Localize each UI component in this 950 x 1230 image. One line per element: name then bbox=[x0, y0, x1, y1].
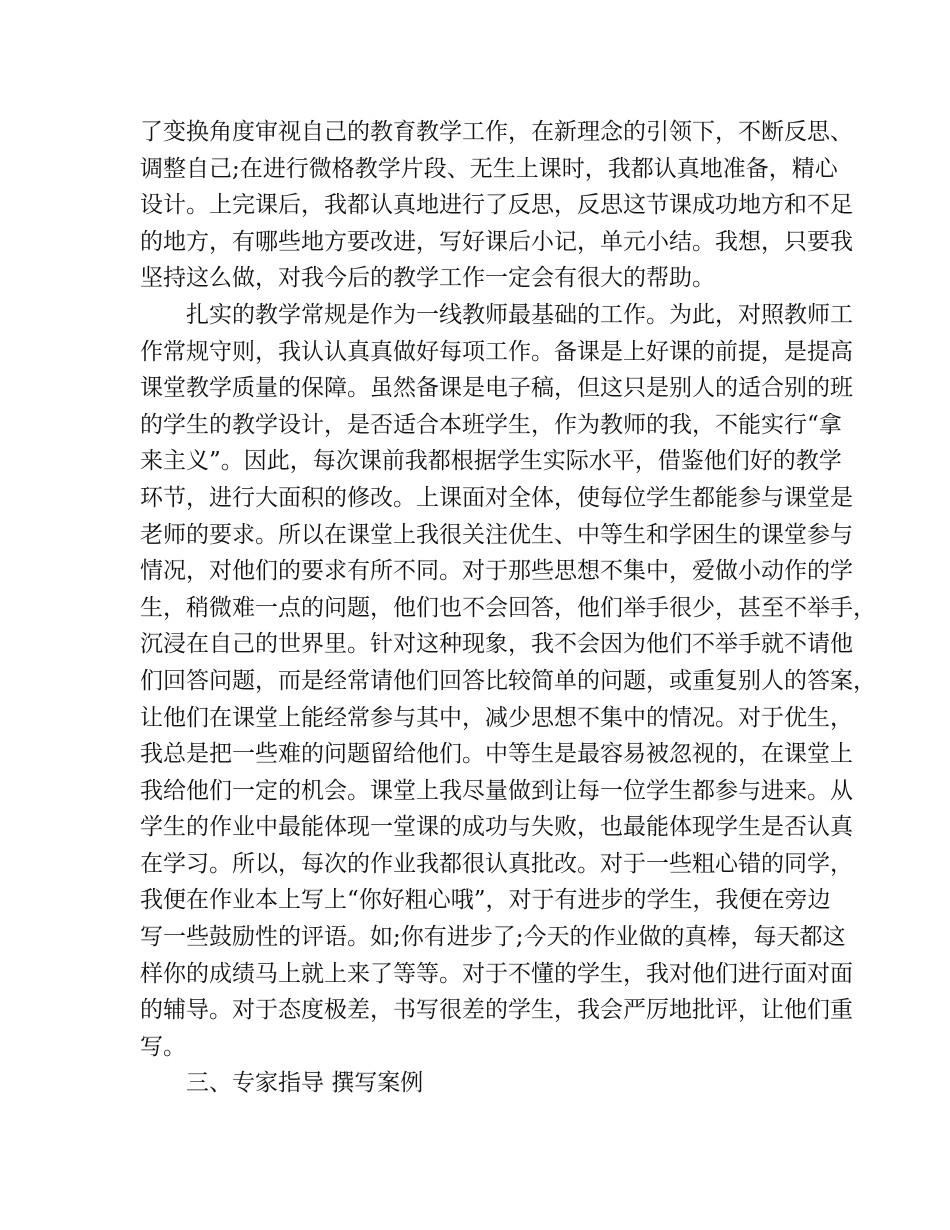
text-line: 情况，对他们的要求有所不同。对于那些思想不集中，爱做小动作的学 bbox=[140, 558, 853, 585]
text-line: 的学生的教学设计，是否适合本班学生，作为教师的我，不能实行“拿 bbox=[140, 411, 842, 438]
text-line: 让他们在课堂上能经常参与其中，减少思想不集中的情况。对于优生， bbox=[140, 704, 853, 731]
text-line: 坚持这么做，对我今后的教学工作一定会有很大的帮助。 bbox=[140, 265, 715, 292]
text-line: 我给他们一定的机会。课堂上我尽量做到让每一位学生都参与进来。从 bbox=[140, 777, 853, 804]
text-line: 了变换角度审视自己的教育教学工作，在新理念的引领下，不断反思、 bbox=[140, 119, 853, 145]
text-line: 的地方，有哪些地方要改进，写好课后小记，单元小结。我想，只要我 bbox=[140, 228, 853, 255]
text-line: 我总是把一些难的问题留给他们。中等生是最容易被忽视的，在课堂上 bbox=[140, 741, 853, 768]
text-line: 课堂教学质量的保障。虽然备课是电子稿，但这只是别人的适合别的班 bbox=[140, 375, 853, 402]
paragraph-2 bbox=[140, 297, 876, 1065]
text-line: 调整自己;在进行微格教学片段、无生上课时，我都认真地准备，精心 bbox=[140, 155, 838, 182]
text-line: 的辅导。对于态度极差，书写很差的学生，我会严厉地批评，让他们重 bbox=[140, 997, 853, 1024]
text-line: 沉浸在自己的世界里。针对这种现象，我不会因为他们不举手就不请他 bbox=[140, 631, 853, 658]
text-line: 我便在作业本上写上“你好粗心哦”，对于有进步的学生，我便在旁边 bbox=[140, 887, 831, 914]
paragraph-1 bbox=[140, 114, 853, 297]
text-line: 们回答问题，而是经常请他们回答比较简单的问题，或重复别人的答案， bbox=[140, 667, 876, 694]
text-line: 设计。上完课后，我都认真地进行了反思，反思这节课成功地方和不足 bbox=[140, 192, 853, 219]
text-line: 作常规守则，我认认真真做好每项工作。备课是上好课的前提，是提高 bbox=[140, 338, 853, 365]
text-line: 来主义”。因此，每次课前我都根据学生实际水平，借鉴他们好的教学 bbox=[140, 448, 842, 475]
text-line: 样你的成绩马上就上来了等等。对于不懂的学生，我对他们进行面对面 bbox=[140, 960, 853, 987]
text-line: 写一些鼓励性的评语。如;你有进步了;今天的作业做的真棒，每天都这 bbox=[140, 924, 846, 951]
text-line: 老师的要求。所以在课堂上我很关注优生、中等生和学困生的课堂参与 bbox=[140, 521, 853, 548]
text-line: 扎实的教学常规是作为一线教师最基础的工作。为此，对照教师工 bbox=[186, 301, 853, 328]
section-heading: 三、专家指导 撰写案例 bbox=[186, 1070, 424, 1097]
text-line: 环节，进行大面积的修改。上课面对全体，使每位学生都能参与课堂是 bbox=[140, 484, 853, 511]
text-line: 写。 bbox=[140, 1033, 186, 1060]
text-line: 学生的作业中最能体现一堂课的成功与失败，也最能体现学生是否认真 bbox=[140, 814, 853, 841]
text-line: 生，稍微难一点的问题，他们也不会回答，他们举手很少，甚至不举手， bbox=[140, 594, 876, 621]
document-body bbox=[140, 114, 876, 1102]
text-line: 在学习。所以，每次的作业我都很认真批改。对于一些粗心错的同学， bbox=[140, 850, 853, 877]
